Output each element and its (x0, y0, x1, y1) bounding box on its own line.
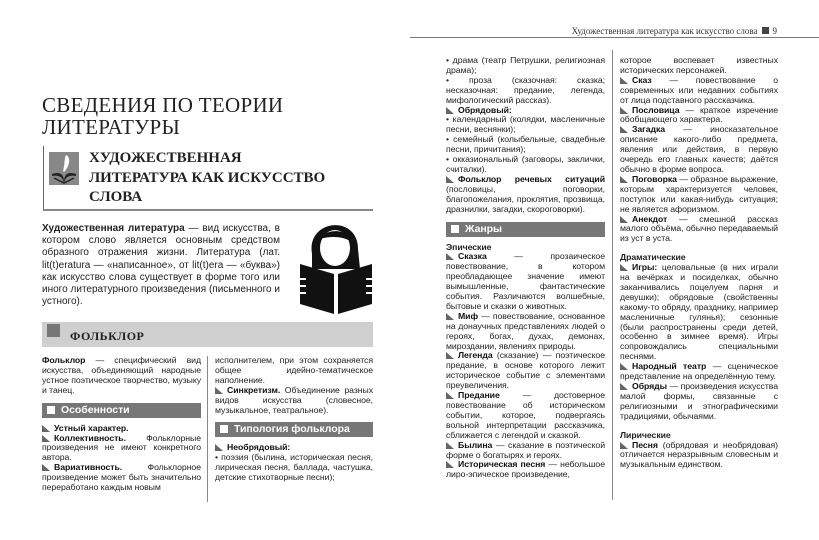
triangle-marker-icon (446, 392, 454, 399)
term: Легенда (458, 350, 493, 361)
triangle-marker-icon (446, 352, 454, 359)
bullet-icon: • (446, 154, 453, 165)
term-entry (620, 106, 778, 126)
triangle-marker-icon (446, 442, 454, 449)
term: Фольклор речевых ситуаций (458, 173, 605, 184)
triangle-marker-icon (215, 444, 223, 451)
bullet-text: окказиональный (заговоры, заклички, считалки). (446, 154, 605, 174)
column-divider (207, 356, 208, 502)
term: Игры: (632, 262, 658, 273)
term-entry (446, 351, 605, 391)
term-entry (446, 312, 605, 352)
quill-book-icon (49, 152, 79, 185)
definition-text: — сказание в поэтической форме о богатырях и героях. (446, 439, 605, 460)
triangle-marker-icon (42, 425, 50, 432)
section-title: ФОЛЬКЛОР (70, 329, 145, 343)
term-entry (446, 460, 605, 480)
square-icon (47, 406, 55, 414)
bullet-item (215, 453, 373, 483)
bullet-text: проза (сказочная: сказка; несказочная: предание, легенда, мифологический рассказ). (446, 74, 605, 105)
triangle-marker-icon (620, 264, 628, 271)
definition-text: которое воспевает известных исторических персонажей. (620, 55, 778, 75)
square-icon (220, 425, 228, 433)
triangle-marker-icon (446, 107, 454, 114)
definition-text: — прозаическое повествование, в котором преобладающее значение имеют вымышленные, фантастические события. Различаются волшебные, бытовые и сказки о животных. (446, 251, 605, 311)
triangle-marker-icon (620, 77, 628, 84)
term: Былина (458, 439, 493, 450)
page-number: 9 (772, 26, 777, 36)
definition-text: — краткое изречение обобщающего характера. (620, 104, 778, 125)
triangle-marker-icon (620, 442, 628, 449)
term: Сказка (458, 251, 487, 262)
running-header-text: Художественная литература как искусство слова (571, 26, 758, 36)
definition-text: исполнителем, при этом сохраняется общее идейно-тематическое наполнение. (215, 355, 373, 385)
paragraph (620, 56, 778, 76)
triangle-marker-icon (42, 464, 50, 471)
definition-text: Фольклорное произведение может быть значительно переработано каждым новым (42, 462, 201, 493)
term: Загадка (632, 124, 666, 135)
triangle-marker-icon (215, 387, 223, 394)
reading-woman-illustration (298, 214, 374, 314)
term-entry (446, 441, 605, 461)
bullet-text: календарный (колядки, масленичные песни, веснянки); (446, 114, 605, 135)
triangle-marker-icon (446, 461, 454, 468)
term: Коллективность. (54, 432, 126, 443)
term: Вариативность. (54, 462, 123, 473)
triangle-marker-icon (620, 126, 628, 133)
paragraph (42, 356, 201, 396)
square-icon (762, 27, 769, 34)
term-entry (620, 441, 778, 471)
bullet-text: драма (театр Петрушки, религиозная драма); (446, 55, 605, 75)
triangle-marker-icon (42, 435, 50, 442)
definition-text: — достоверное повествование об историческом событии, которое, подвергаясь вольной интерпретации рассказчика, сближается с легендой и сказкой. (446, 390, 605, 440)
bullet-icon: • (446, 134, 454, 145)
section-bar (446, 222, 605, 237)
term-entry (620, 263, 778, 362)
chapter-heading-box (43, 146, 373, 211)
definition-text: — специфический вид искусства, объединяющий народные устное поэтическое творчество, музыку и танец. (42, 355, 201, 395)
definition-text: Объединение разных видов искусства (словесное, музыкальное, театральное). (215, 384, 373, 415)
definition-text: — произведения искусства малой формы, связанные с религиозными и этнографическими традициями, обычаями. (620, 381, 778, 421)
definition-text: целовальные (в них играли на вечёрках и посиделках, обычно заканчивались поцелуем парня и девушки); обрядовые (свойственны какому-то обряду, празднику, например масленичные гулянья); сезонные (были распространены среди детей, особенно в зимнее время). Игры сопровождались специальными песнями. (620, 262, 778, 362)
running-header (410, 27, 819, 38)
bullet-item (446, 155, 605, 175)
triangle-marker-icon (620, 383, 628, 390)
term-entry (620, 175, 778, 215)
definition-text: (пословицы, поговорки, благопожелания, проклятия, прозвища, дразнилки, загадки, скороговорки). (446, 183, 605, 214)
definition-text: (сказание) — поэтическое предание, в основе которого лежит историческое событие с элементами преувеличения. (446, 350, 605, 391)
term: Предание (458, 390, 500, 401)
term: Песня (632, 439, 658, 450)
term-entry (620, 125, 778, 175)
column-divider (612, 50, 613, 500)
paragraph (215, 356, 373, 386)
bullet-item (446, 115, 605, 135)
term: Пословица (632, 104, 680, 115)
triangle-marker-icon (620, 107, 628, 114)
term-entry (446, 175, 605, 215)
bullet-item (446, 76, 605, 106)
term: Историческая песня (458, 459, 546, 470)
term: Необрядовый: (227, 442, 291, 453)
term: Синкретизм. (227, 384, 281, 395)
term: Анекдот (632, 213, 668, 224)
bullet-icon: • (446, 55, 453, 65)
right-page (410, 0, 819, 540)
square-icon (47, 324, 60, 337)
term-entry (620, 215, 778, 245)
triangle-marker-icon (620, 363, 628, 370)
bullet-icon: • (446, 114, 453, 125)
section-bar-label: Особенности (61, 403, 130, 416)
bullet-text: поэзия (былина, историческая песня, лирическая песня, баллада, частушка, детские стихотворные песни); (215, 452, 373, 483)
square-icon (451, 225, 459, 233)
term-entry (620, 76, 778, 106)
bullet-text: семейный (колыбельные, свадебные песни, причитания); (446, 134, 605, 155)
chapter-heading (89, 149, 325, 208)
term: Фольклор (42, 355, 86, 365)
section-bar-label: Жанры (465, 222, 502, 235)
triangle-marker-icon (620, 176, 628, 183)
term-entry (446, 391, 605, 441)
section-bar (215, 422, 373, 437)
triangle-marker-icon (446, 313, 454, 320)
intro-paragraph (42, 223, 280, 308)
term-entry (620, 382, 778, 422)
genre-subheading: Эпические (446, 241, 492, 252)
chapter-heading-line: ЛИТЕРАТУРА КАК ИСКУССТВО (89, 169, 326, 186)
right-column-2 (620, 56, 778, 470)
chapter-heading-line: СЛОВА (89, 189, 143, 205)
term: Обряды (632, 381, 668, 391)
triangle-marker-icon (620, 216, 628, 223)
term-entry (215, 386, 373, 416)
chapter-heading-line: ХУДОЖЕСТВЕННАЯ (89, 150, 242, 166)
term: Миф (458, 310, 479, 321)
genre-subheading: Драматические (620, 252, 686, 263)
page-title: СВЕДЕНИЯ ПО ТЕОРИИ ЛИТЕРАТУРЫ (42, 93, 284, 139)
section-bar-label: Типология фольклора (234, 423, 350, 436)
term: Поговорка (632, 173, 677, 184)
term: Устный характер. (54, 422, 129, 433)
term-entry (620, 362, 778, 382)
left-column-1 (42, 356, 201, 493)
term-entry (42, 434, 201, 464)
definition-text: — повествование о современных или недавних событиях от лица подставного рассказчика. (620, 74, 778, 105)
bullet-icon: • (446, 74, 469, 85)
definition-text: (обрядовая и необрядовая) отличается неразрывным словесным и музыкальным единством. (620, 439, 778, 470)
definition-text: — иносказательное описание какого-либо предмета, явления или действия, в первую очередь его главных качеств; даётся обычно в форме вопроса. (620, 124, 778, 174)
term-entry (42, 463, 201, 493)
triangle-marker-icon (446, 253, 454, 260)
definition-text: — небольшое лиро-эпическое произведение, (446, 459, 605, 480)
section-bar (42, 403, 201, 418)
term-entry (446, 252, 605, 311)
section-bar-folklore (42, 322, 373, 347)
genre-subheading: Лирические (620, 429, 671, 440)
triangle-marker-icon (446, 176, 454, 183)
right-column-1 (446, 56, 605, 480)
term: Народный театр (632, 361, 707, 372)
definition-text: — сценическое представление на определённую тему. (620, 361, 778, 382)
left-column-2 (215, 356, 373, 483)
definition-text: — повествование, основанное на донаучных представлениях людей о героях, богах, духах, демонах, мироздании, явлениях природы. (446, 310, 605, 351)
intro-term: Художественная литература (42, 223, 185, 234)
definition-text: Фольклорные произведения не имеют конкретного автора. (42, 432, 201, 463)
term: Сказ (632, 74, 652, 85)
definition-text: — смешной рассказ малого объёма, обычно передаваемый из уст в уста. (620, 213, 778, 244)
intro-text: — вид искусства, в котором слово является основным средством образного отражения жизни. Литература (лат. lit(t)eratura — «написанное», от lit(t)era — «буква») как искусство слова существует в форме того или иного литературного произведения (письменного и устного). (42, 223, 280, 308)
term: Обрядовый: (458, 104, 512, 115)
definition-text: — образное выражение, которым характеризуется человек, поступок или какая-нибудь ситуация; не является афоризмом. (620, 173, 778, 214)
bullet-item (446, 135, 605, 155)
bullet-icon: • (215, 452, 222, 463)
bullet-item (446, 56, 605, 76)
